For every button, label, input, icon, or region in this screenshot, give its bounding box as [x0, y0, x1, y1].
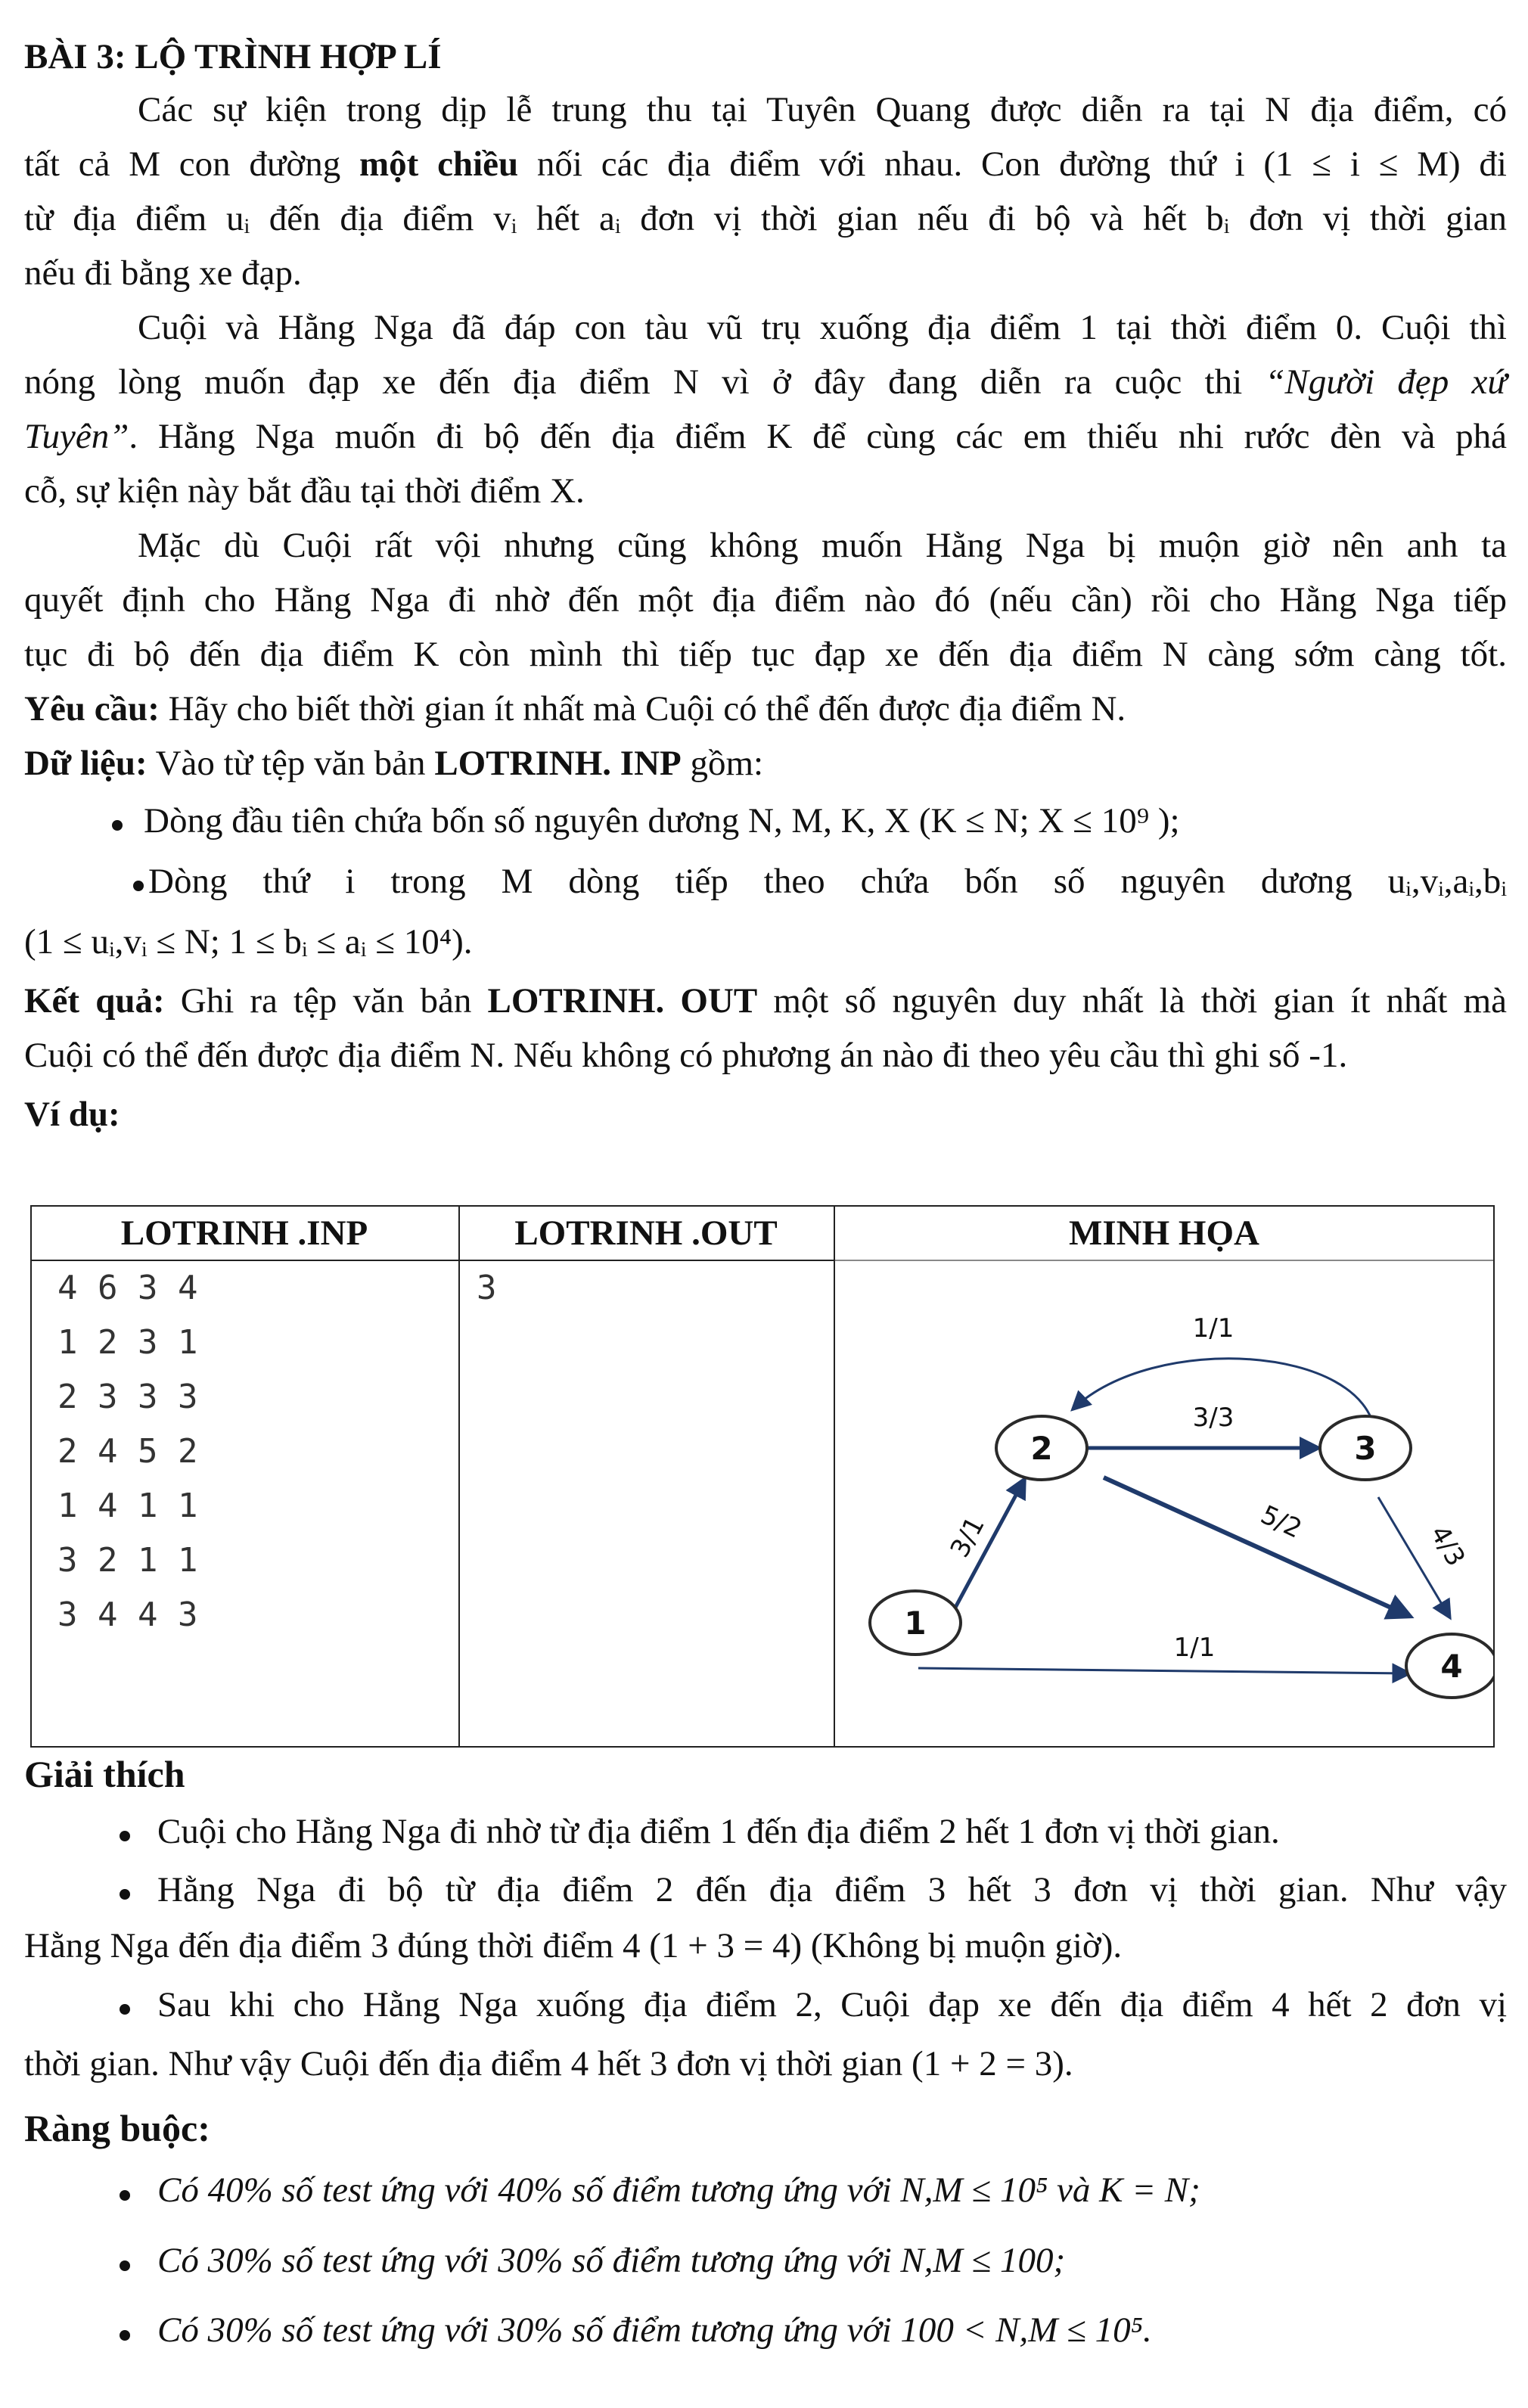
output-line2: Cuội có thể đến được địa điểm N. Nếu không có phương án nào đi theo yêu cầu thì ghi số -1. — [24, 1036, 1348, 1075]
constraint-1: Có 40% số test ứng với 40% số điểm tương ứng với N,M ≤ 10⁵ và K = N; — [157, 2170, 1200, 2210]
constraint-3: Có 30% số test ứng với 30% số điểm tương ứng với 100 < N,M ≤ 10⁵. — [157, 2310, 1152, 2350]
header-output: LOTRINH .OUT — [514, 1213, 778, 1253]
para2-line2: nóng lòng muốn đạp xe đến địa điểm N vì ở đây đang diễn ra cuộc thi “Người đẹp xứ — [24, 362, 1507, 402]
explain-label: Giải thích — [24, 1753, 185, 1795]
output-label: Kết quả: — [24, 981, 165, 1021]
input-line: 2 4 5 2 — [57, 1432, 198, 1471]
node-1-label: 1 — [904, 1605, 927, 1642]
para2-line1: Cuội và Hằng Nga đã đáp con tàu vũ trụ xuống địa điểm 1 tại thời điểm 0. Cuội thì — [138, 308, 1507, 347]
edge-2-3-label: 3/3 — [1192, 1403, 1235, 1433]
para1-line4: nếu đi bằng xe đạp. — [24, 253, 302, 293]
explain-bullet2-cont: Hằng Nga đến địa điểm 3 đúng thời điểm 4 (1 + 3 = 4) (Không bị muộn giờ). — [24, 1926, 1123, 1965]
output-line1: Kết quả: Ghi ra tệp văn bản LOTRINH. OUT một số nguyên duy nhất là thời gian ít nhất mà — [24, 981, 1508, 1021]
para2-line4: cỗ, sự kiện này bắt đầu tại thời điểm X. — [24, 471, 585, 511]
input-line: 3 4 4 3 — [57, 1595, 198, 1634]
input-bullet1: Dòng đầu tiên chứa bốn số nguyên dương N, M, K, X (K ≤ N; X ≤ 10⁹ ); — [144, 801, 1180, 840]
edge-1-4 — [918, 1668, 1408, 1673]
table-border-left — [30, 1205, 32, 1748]
bullet-dot — [120, 1831, 130, 1841]
edge-3-2-label: 1/1 — [1192, 1313, 1235, 1344]
example-table — [30, 1205, 1495, 1748]
example-label: Ví dụ: — [24, 1095, 120, 1134]
input-line: Dữ liệu: Vào từ tệp văn bản LOTRINH. INP gồm: — [24, 744, 764, 783]
table-header-divider — [30, 1260, 834, 1261]
input-line: 3 2 1 1 — [57, 1541, 198, 1580]
edge-1-4-label: 1/1 — [1173, 1633, 1216, 1663]
input-line: 1 4 1 1 — [57, 1487, 198, 1525]
input-line: 4 6 3 4 — [57, 1269, 198, 1307]
table-col-divider — [458, 1205, 460, 1748]
explain-bullet3-cont: thời gian. Như vậy Cuội đến địa điểm 4 hết 3 đơn vị thời gian (1 + 2 = 3). — [24, 2044, 1073, 2083]
bullet-dot — [120, 2330, 130, 2341]
bullet-dot — [120, 1889, 130, 1900]
edge-2-4 — [1104, 1477, 1409, 1616]
request-label: Yêu cầu: — [24, 689, 160, 729]
input-line: 2 3 3 3 — [57, 1378, 198, 1416]
node-2-label: 2 — [1030, 1430, 1053, 1467]
constraints-label: Ràng buộc: — [24, 2107, 210, 2149]
header-input: LOTRINH .INP — [120, 1213, 368, 1253]
explain-bullet1: Cuội cho Hằng Nga đi nhờ từ địa điểm 1 đến địa điểm 2 hết 1 đơn vị thời gian. — [157, 1812, 1280, 1851]
bullet-dot — [120, 2190, 130, 2201]
table-border-top — [30, 1205, 1495, 1207]
para1-line3: từ địa điểm uᵢ đến địa điểm vᵢ hết aᵢ đơn vị thời gian nếu đi bộ và hết bᵢ đơn vị thời gian — [24, 199, 1507, 238]
explain-bullet2: Hằng Nga đi bộ từ địa điểm 2 đến địa điểm 3 hết 3 đơn vị thời gian. Như vậy — [157, 1870, 1507, 1909]
bullet-dot — [112, 820, 123, 831]
constraint-2: Có 30% số test ứng với 30% số điểm tương ứng với N,M ≤ 100; — [157, 2241, 1066, 2280]
para3-line1: Mặc dù Cuội rất vội nhưng cũng không muốn Hằng Nga bị muộn giờ nên anh ta — [138, 526, 1507, 565]
graph-illustration — [835, 1261, 1493, 1745]
input-line: 1 2 3 1 — [57, 1323, 198, 1362]
output-value: 3 — [477, 1269, 497, 1307]
edge-3-4-label: 4/3 — [1424, 1520, 1471, 1572]
input-bullet2: Dòng thứ i trong M dòng tiếp theo chứa bốn số nguyên dương uᵢ,vᵢ,aᵢ,bᵢ — [148, 862, 1507, 901]
edge-1-2-label: 3/1 — [944, 1512, 991, 1563]
table-border-bottom — [30, 1746, 1495, 1748]
edge-2-4-label: 5/2 — [1256, 1499, 1306, 1545]
bullet-dot — [120, 2260, 130, 2271]
bullet-dot — [120, 2004, 130, 2015]
input-bullet2-cont: (1 ≤ uᵢ,vᵢ ≤ N; 1 ≤ bᵢ ≤ aᵢ ≤ 10⁴). — [24, 922, 473, 962]
table-border-right — [1493, 1205, 1495, 1748]
para3-line2: quyết định cho Hằng Nga đi nhờ đến một địa điểm nào đó (nếu cần) rồi cho Hằng Nga tiếp — [24, 580, 1507, 620]
request-line: Yêu cầu: Hãy cho biết thời gian ít nhất mà Cuội có thể đến được địa điểm N. — [24, 689, 1126, 729]
para1-line1: Các sự kiện trong dịp lễ trung thu tại Tuyên Quang được diễn ra tại N địa điểm, có — [138, 90, 1507, 129]
para2-line3: Tuyên”. Hằng Nga muốn đi bộ đến địa điểm K để cùng các em thiếu nhi rước đèn và phá — [24, 417, 1507, 456]
problem-title: BÀI 3: LỘ TRÌNH HỢP LÍ — [24, 37, 442, 76]
explain-bullet3: Sau khi cho Hằng Nga xuống địa điểm 2, Cuội đạp xe đến địa điểm 4 hết 2 đơn vị — [157, 1985, 1507, 2024]
bullet-dot — [133, 881, 144, 891]
node-3-label: 3 — [1354, 1430, 1377, 1467]
para3-line3: tục đi bộ đến địa điểm K còn mình thì tiếp tục đạp xe đến địa điểm N càng sớm càng tốt. — [24, 635, 1507, 674]
node-4-label: 4 — [1440, 1648, 1463, 1685]
para1-line2: tất cả M con đường một chiều nối các địa điểm với nhau. Con đường thứ i (1 ≤ i ≤ M) đi — [24, 144, 1507, 184]
input-label: Dữ liệu: — [24, 744, 148, 783]
header-illustration: MINH HỌA — [1069, 1213, 1259, 1253]
